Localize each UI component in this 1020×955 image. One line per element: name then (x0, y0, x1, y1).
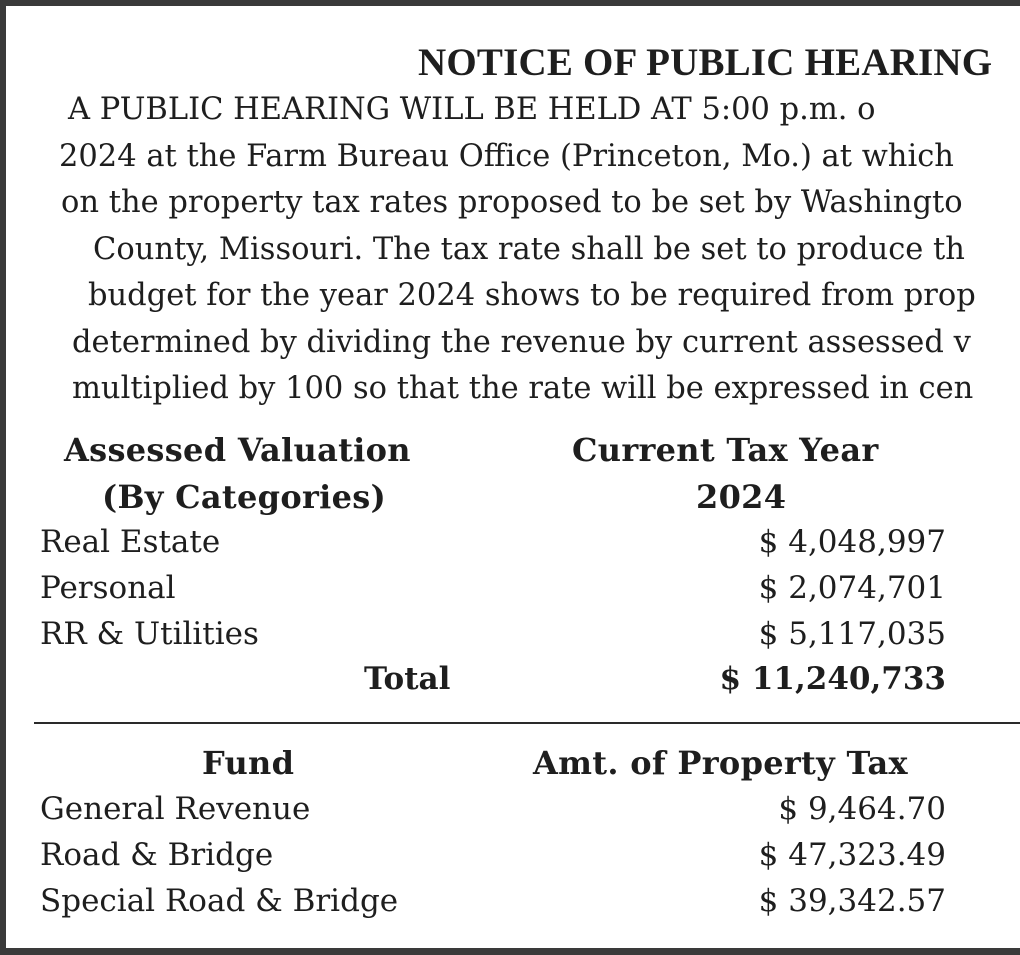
paragraph-line: A PUBLIC HEARING WILL BE HELD AT 5:00 p.m. o (68, 92, 876, 127)
valuation-header-col2-year: 2024 (696, 478, 787, 516)
paragraph-line: on the property tax rates proposed to be set by Washingto (61, 185, 963, 220)
valuation-row-label: Real Estate (40, 524, 221, 560)
paragraph-line: County, Missouri. The tax rate shall be set to produce th (93, 231, 965, 267)
valuation-header-col1-sub: (By Categories) (102, 478, 387, 516)
notice-paragraph (6, 87, 1020, 413)
fund-row-value: $ 9,464.70 (778, 791, 946, 827)
valuation-row-label: Personal (40, 570, 176, 606)
paragraph-line: multiplied by 100 so that the rate will be expressed in cen (72, 371, 974, 406)
fund-row-value: $ 39,342.57 (758, 883, 946, 919)
valuation-row-label: RR & Utilities (40, 616, 259, 652)
fund-row-label: Special Road & Bridge (40, 883, 399, 919)
fund-header-col1: Fund (202, 744, 295, 782)
valuation-header-col1: Assessed Valuation (64, 431, 411, 469)
notice-title: NOTICE OF PUBLIC HEARING (418, 41, 993, 84)
fund-row-label: Road & Bridge (40, 837, 274, 873)
fund-row-label: General Revenue (40, 791, 311, 827)
section-divider (34, 722, 1020, 724)
valuation-row-value: $ 4,048,997 (758, 524, 946, 560)
valuation-total-value: $ 11,240,733 (719, 661, 946, 697)
valuation-total-label: Total (364, 661, 451, 697)
fund-row-value: $ 47,323.49 (758, 837, 946, 873)
valuation-row-value: $ 2,074,701 (758, 570, 946, 606)
valuation-header-col2: Current Tax Year (572, 431, 879, 469)
paragraph-line: determined by dividing the revenue by current assessed v (72, 324, 971, 360)
paragraph-line: budget for the year 2024 shows to be required from prop (88, 278, 976, 313)
valuation-row-value: $ 5,117,035 (758, 616, 946, 652)
paragraph-line: 2024 at the Farm Bureau Office (Princeton, Mo.) at which (59, 138, 954, 174)
fund-header-col2: Amt. of Property Tax (533, 744, 908, 782)
